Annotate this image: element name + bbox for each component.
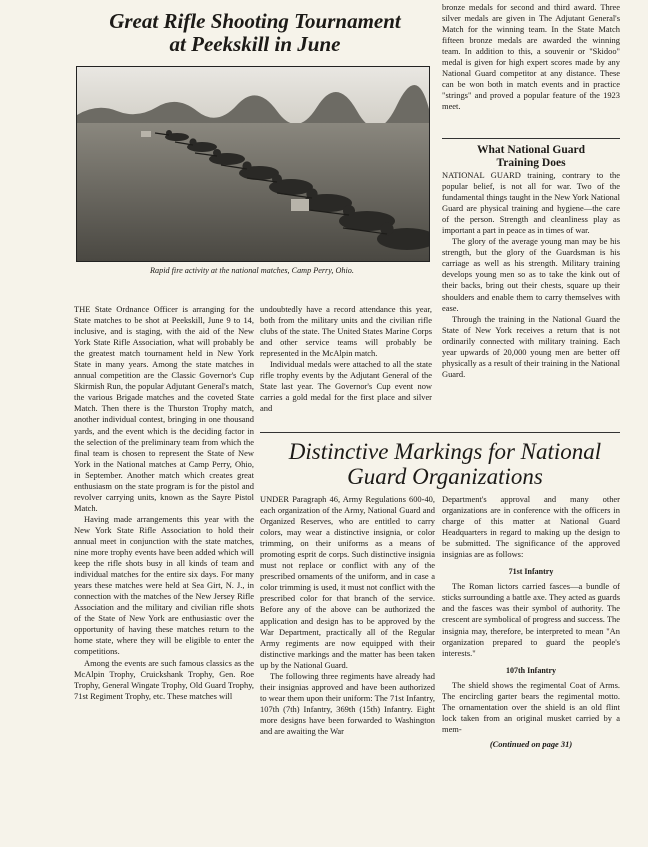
sidebar-column xyxy=(442,170,620,380)
section-divider xyxy=(260,432,620,433)
continued-notice: (Continued on page 31) xyxy=(489,738,573,749)
sidebar-heading-line-1: What National Guard xyxy=(477,144,585,156)
article-title-markings xyxy=(255,440,635,490)
markings-paragraph: The Roman lictors carried fasces—a bundle of sticks surrounding a battle axe. They acted as guards and the fasces was their symbol of authority. The crescent are symbolical of progress and success. The insignia may, therefore, be interpreted to mean "An organization prepared to guard the people's interests." xyxy=(442,581,620,658)
rifle-paragraph: THE State Ordnance Officer is arranging for the State matches to be shot at Peekskill, June 9 to 14, inclusive, and is staging, with the aid of the New York State Rifle Association, what will probably be the greatest match tournament held in New York State in many years. Among the state matches in annual competition are the Classic Governor's Cup Skirmish Run, the popular Adjutant General's match, the various Brigade matches and the coveted State Match. Then there is the Thurston Trophy match, another individual contest, bringing in one thousand yards, and the event which is the deciding factor in the selection of the preliminary team from which the final team is chosen to represent the State of New York in the National matches at Camp Perry, Ohio, in September. Another match which creates great enthusiasm on the state program is for the pistol and revolver carrying units, known as the Sayre Pistol Match. xyxy=(74,304,254,513)
rifle-paragraph: Among the events are such famous classics as the McAlpin Trophy, Cruickshank Trophy, Gen. Roe Trophy, General Wingate Trophy, Old Guard Trophy, 71st Regiment Trophy, etc. These matches will xyxy=(74,657,254,701)
subheading-107th: 107th Infantry xyxy=(505,665,556,675)
rifle-paragraph: undoubtedly have a record attendance this year, both from the military units and the civilian rifle clubs of the state. The United States Marine Corps and other service teams will probably be represented in the McAlpin match. xyxy=(260,304,432,359)
markings-paragraph: Department's approval and many other organizations are in conference with the officers in charge of this matter at National Guard Headquarters in regard to making up the design to be submitted. The significance of the approved insignias are as follows: xyxy=(442,494,620,560)
article-title-rifle xyxy=(70,10,440,55)
rifle-paragraph: bronze medals for second and third award. Three silver medals are given in The Adjutant General's Match for the winning team. In the State Match fifteen bronze medals are awarded the winning team. In addition to this, a souvenir or "Skidoo" medal is given for high expert scores made by any National Guard competitor at any distance. These can be won both in match events and in practice "strings" and proved a popular feature of the 1923 meet. xyxy=(442,2,620,112)
subheading-71st: 71st Infantry xyxy=(508,567,554,577)
markings-column-1 xyxy=(260,494,435,737)
rifle-paragraph: Individual medals were attached to all the state rifle trophy events by the Adjutant General of the State last year. The Governor's Cup event now carries a gold medal for the first place and silver and xyxy=(260,359,432,414)
title-line-2: Guard Organizations xyxy=(347,463,543,489)
rifle-column-2 xyxy=(260,304,432,414)
section-divider xyxy=(442,138,620,139)
title-line-1: Great Rifle Shooting Tournament xyxy=(109,9,401,33)
markings-column-2 xyxy=(442,494,620,750)
rifle-column-1 xyxy=(74,304,254,702)
title-line-2: at Peekskill in June xyxy=(169,31,341,56)
sidebar-heading-line-2: Training Does xyxy=(496,156,566,169)
sidebar-paragraph: Through the training in the National Guard the State of New York receives a return that is not ordinarily connected with military training. Each year upwards of 20,000 young men are better off physically as a result of their training in the National Guard. xyxy=(442,313,620,379)
rifle-column-3 xyxy=(442,2,620,112)
rifle-range-photo xyxy=(76,66,430,262)
photo-caption: Rapid fire activity at the national matches, Camp Perry, Ohio. xyxy=(150,266,354,275)
markings-paragraph: The shield shows the regimental Coat of Arms. The encircling garter bears the regimental motto. The ornamentation over the shield is an old flint lock taken from an original musket carried by a mem- xyxy=(442,679,620,734)
rifle-paragraph: Having made arrangements this year with the New York State Rifle Association to hold their annual meet in conjunction with the state matches, nine more trophy events have been added which will keep the rifle shots busy in all kinds of team and individual matches for the entire six days. For many years these matches were held at Sea Girt, N. J., in connection with the matches of the New Jersey Rifle Association and the military and civilian rifle shots of the State of New York are enthusiastic over the opportunity of having these matches return to the home state, where they will be eligible to enter the competitions. xyxy=(74,513,254,657)
title-line-1: Distinctive Markings for National xyxy=(288,439,602,464)
markings-paragraph: The following three regiments have already had their insignias approved and have been authorized to wear them upon their uniform: The 71st Infantry, 107th (7th) Infantry, 369th (15th) Infantry. Eight more designs have been forwarded to Washington and are awaiting the War xyxy=(260,670,435,736)
sidebar-paragraph: NATIONAL GUARD training, contrary to the popular belief, is not all for war. Two of the fundamental things taught in the New York National Guard are physical training and hygiene—the care of the person. Strength and cleanliness play as important a part in peace as in times of war. xyxy=(442,170,620,236)
sidebar-paragraph: The glory of the average young man may be his strength, but the glory of the Guardsman is his carriage as well as his strength. Military training develops young men so as to take the kink out of their backs, bring out their chests, square up their shoulders and enable them to carry themselves with ease. xyxy=(442,236,620,313)
markings-paragraph: UNDER Paragraph 46, Army Regulations 600-40, each organization of the Army, National Guard and Organized Reserves, who are entitled to carry colors, may wear a distinctive insignia, or color trimming, on their uniforms as a means of promoting esprit de corps. Such distinctive insignia must not replace or conflict with any of the prescribed ornaments of the uniform, and in case a color trimming is used, it must not conflict with the prescribed color for that branch of the service. Before any of the above can be authorized the application and design has to be approved by the War Department, practically all of the Regular Army regiments are now equipped with their distinctive markings and the matter has been taken up by the National Guard. xyxy=(260,494,435,670)
sidebar-heading xyxy=(442,144,620,169)
